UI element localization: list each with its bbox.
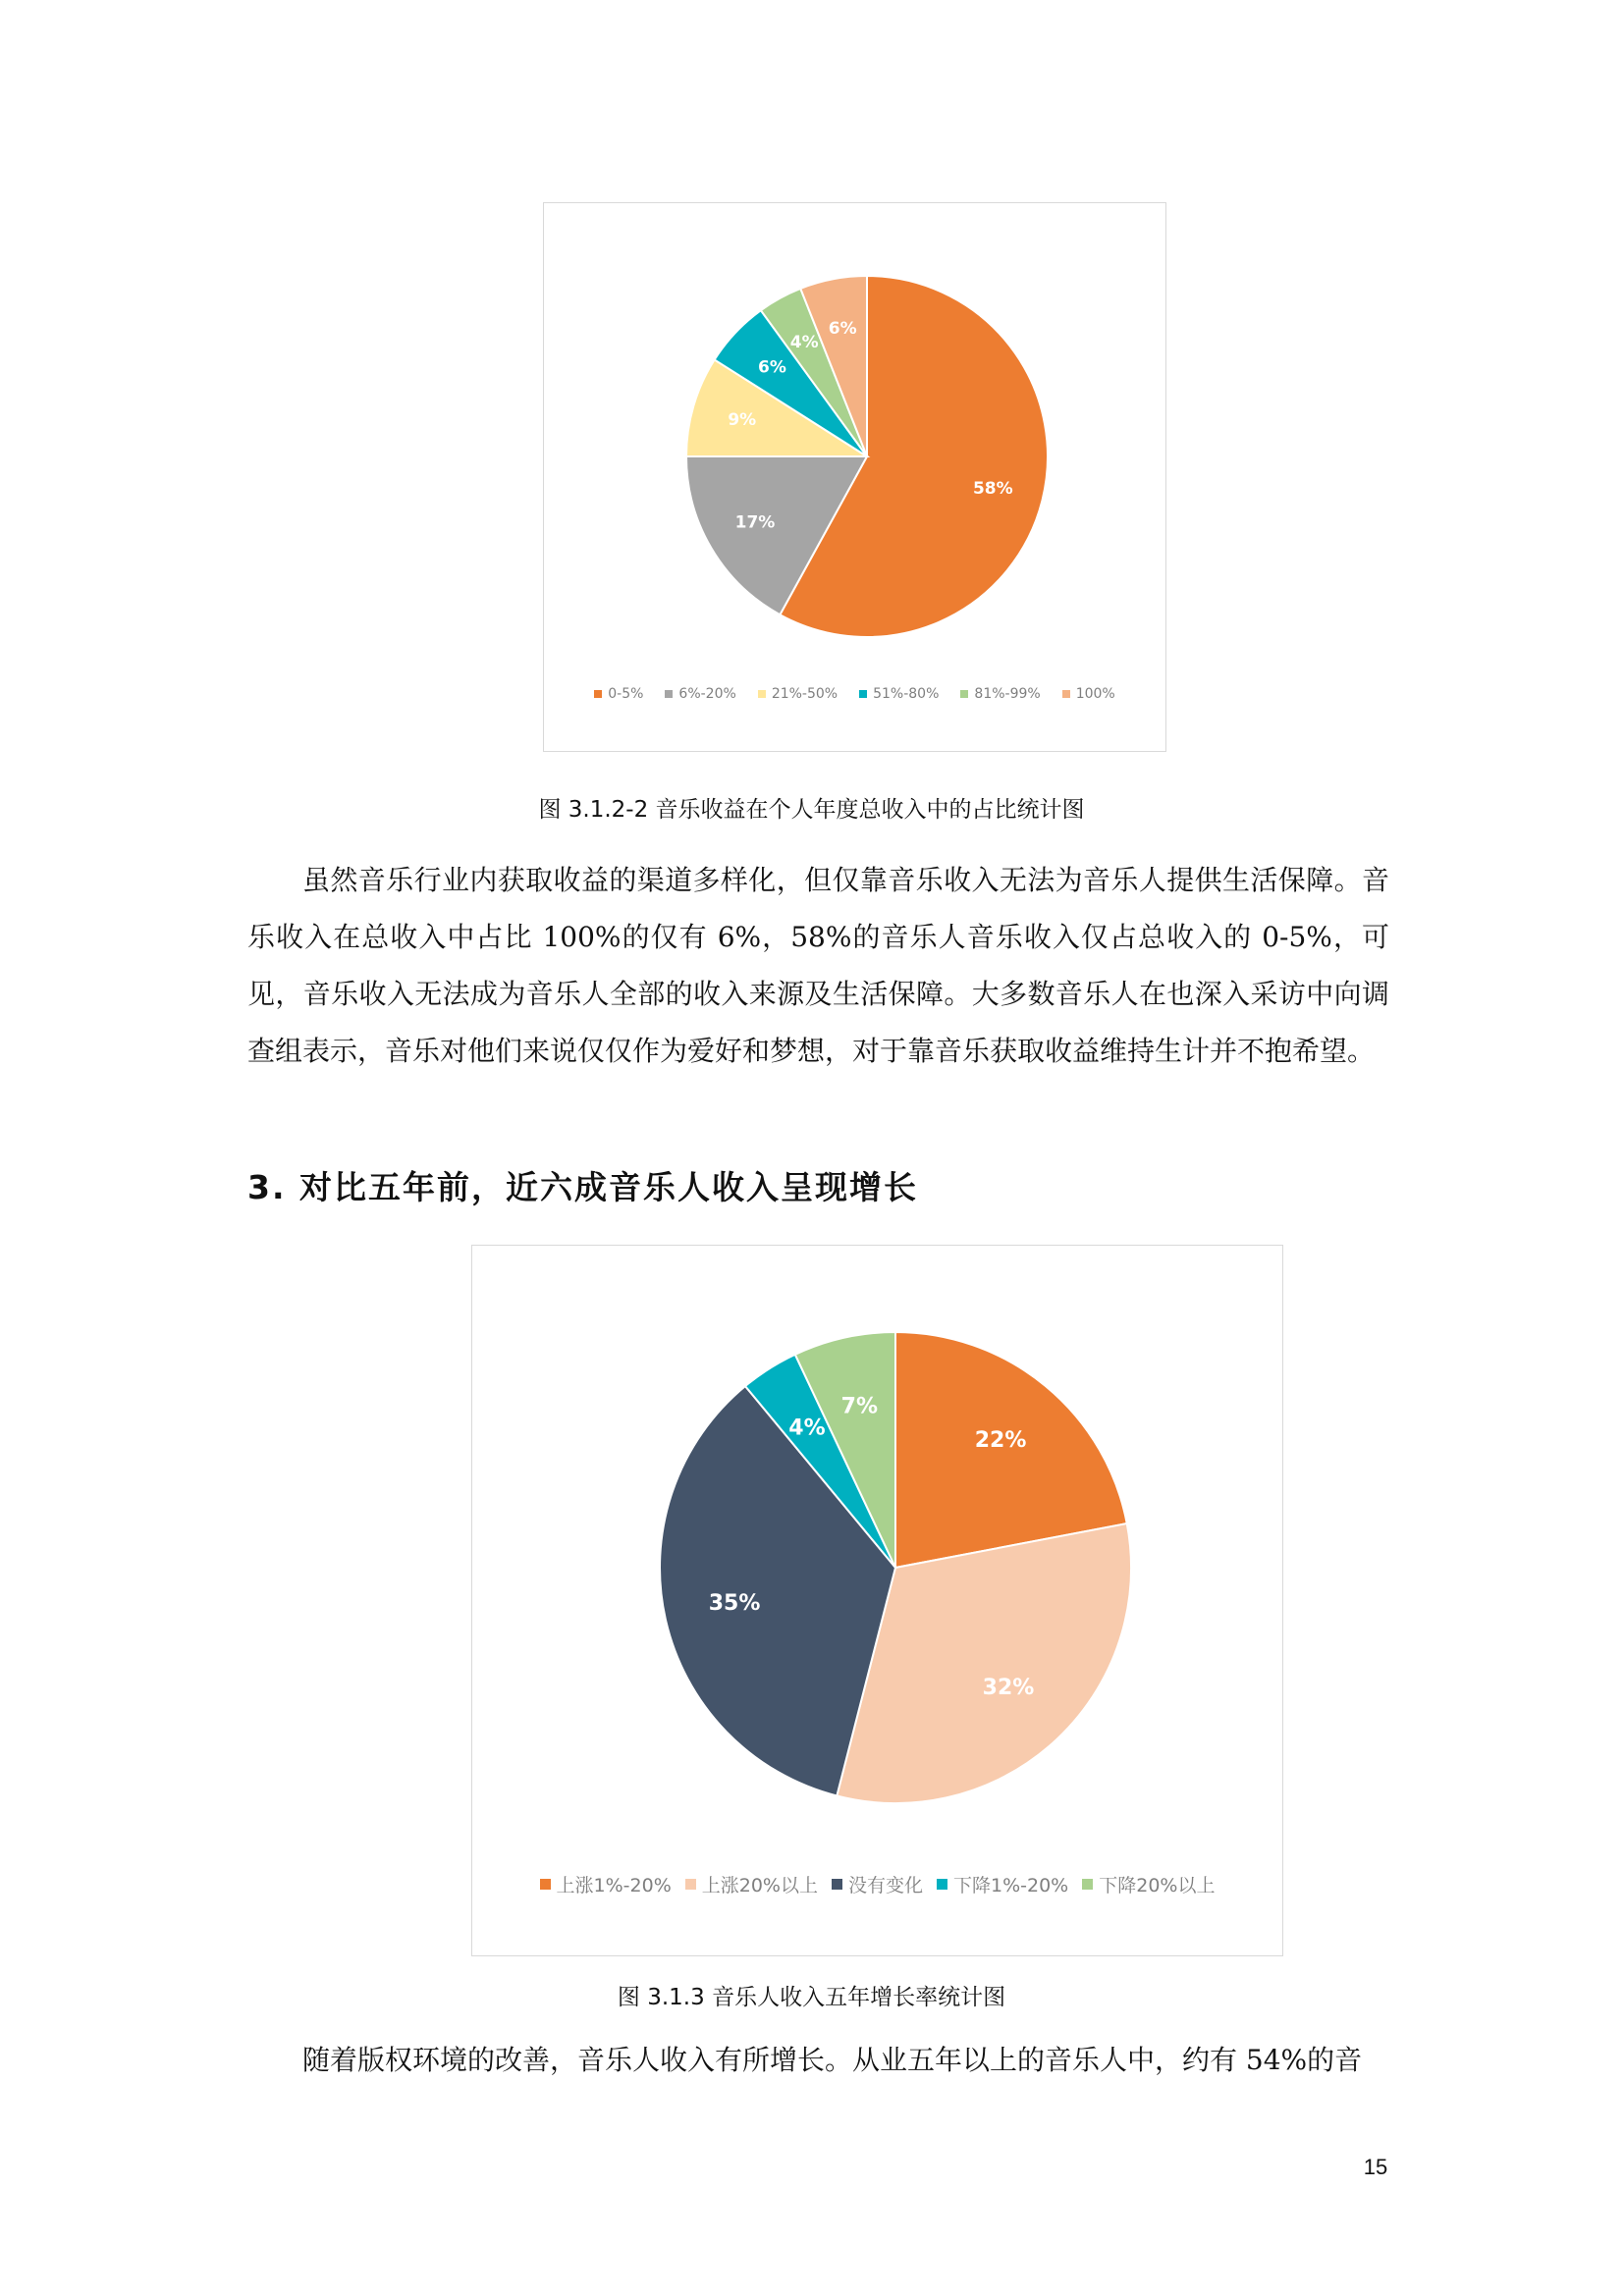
pie1-legend-label-4: 81%-99% (974, 686, 1041, 702)
pie2-legend-swatch-3 (937, 1879, 947, 1890)
pie1-legend-item-1 (665, 686, 735, 702)
pie2-slice-label-3: 4% (788, 1415, 826, 1441)
pie1-legend-item-3 (859, 686, 939, 702)
pie1-legend-item-4 (960, 686, 1040, 702)
pie2-legend-label-2: 没有变化 (847, 1875, 923, 1896)
pie1-legend-label-2: 21%-50% (771, 686, 839, 702)
pie1-legend-label-0: 0-5% (608, 686, 644, 702)
pie2-legend-item-4 (1082, 1871, 1215, 1897)
pie2-legend-label-3: 下降1%-20% (953, 1875, 1069, 1896)
pie1-slice-label-1: 17% (734, 512, 776, 533)
income-share-legend (544, 686, 1165, 702)
pie1-legend-swatch-1 (665, 690, 673, 698)
pie2-legend-swatch-0 (540, 1879, 551, 1890)
pie1-legend-item-0 (594, 686, 643, 702)
income-growth-pie-chart (471, 1245, 1283, 1956)
pie2-slice-label-4: 7% (840, 1394, 879, 1419)
pie2-slice-label-0: 22% (974, 1428, 1027, 1454)
pie1-legend-item-2 (758, 686, 838, 702)
page-number: 15 (1363, 2155, 1388, 2179)
figure1-caption: 图 3.1.2-2 音乐收益在个人年度总收入中的占比统计图 (538, 797, 1085, 823)
pie2-slice-label-2: 35% (708, 1591, 761, 1617)
section-heading: 3. 对比五年前，近六成音乐人收入呈现增长 (247, 1168, 918, 1206)
pie1-slice-label-0: 58% (972, 478, 1013, 499)
pie2-legend-item-0 (540, 1871, 672, 1897)
pie2-legend-label-0: 上涨1%-20% (556, 1875, 672, 1896)
pie2-legend-item-1 (685, 1871, 818, 1897)
pie1-legend-label-1: 6%-20% (678, 686, 736, 702)
pie2-legend-item-3 (937, 1871, 1068, 1897)
income-share-pie (544, 203, 1167, 674)
pie1-slice-label-2: 9% (728, 410, 757, 431)
pie1-legend-swatch-0 (594, 690, 602, 698)
income-growth-pie (472, 1246, 1284, 1854)
income-share-pie-chart (543, 202, 1166, 752)
pie1-slice-label-5: 6% (828, 318, 857, 339)
pie1-legend-item-5 (1062, 686, 1115, 702)
body-paragraph-1: 虽然音乐行业内获取收益的渠道多样化，但仅靠音乐收入无法为音乐人提供生活保障。音乐收入在总收入中占比 100%的仅有 6%，58%的音乐人音乐收入仅占总收入的 0-5%，可见，音乐收入无法成为音乐人全部的收入来源及生活保障。大多数音乐人在也深入采访中向调查组表示，音乐对他们来说仅仅作为爱好和梦想，对于靠音乐获取收益维持生计并不抱希望。 (247, 864, 1389, 1067)
pie2-legend-swatch-4 (1082, 1879, 1093, 1890)
figure2-caption: 图 3.1.3 音乐人收入五年增长率统计图 (617, 1985, 1006, 2010)
pie1-legend-label-3: 51%-80% (873, 686, 940, 702)
body-paragraph-2: 随着版权环境的改善，音乐人收入有所增长。从业五年以上的音乐人中，约有 54%的音 (302, 2044, 1363, 2076)
pie1-legend-swatch-5 (1062, 690, 1070, 698)
pie1-legend-swatch-2 (758, 690, 766, 698)
pie1-slice-label-3: 6% (757, 357, 786, 378)
pie2-legend-item-2 (832, 1871, 923, 1897)
pie2-legend-swatch-1 (685, 1879, 696, 1890)
pie2-legend-label-4: 下降20%以上 (1099, 1875, 1216, 1896)
pie2-slice-label-1: 32% (982, 1675, 1035, 1700)
pie2-legend-swatch-2 (832, 1879, 842, 1890)
income-growth-legend (472, 1871, 1282, 1897)
pie1-slice-label-4: 4% (789, 332, 819, 352)
pie2-legend-label-1: 上涨20%以上 (701, 1875, 818, 1896)
pie1-legend-label-5: 100% (1075, 686, 1115, 702)
pie1-legend-swatch-4 (960, 690, 968, 698)
pie1-legend-swatch-3 (859, 690, 867, 698)
